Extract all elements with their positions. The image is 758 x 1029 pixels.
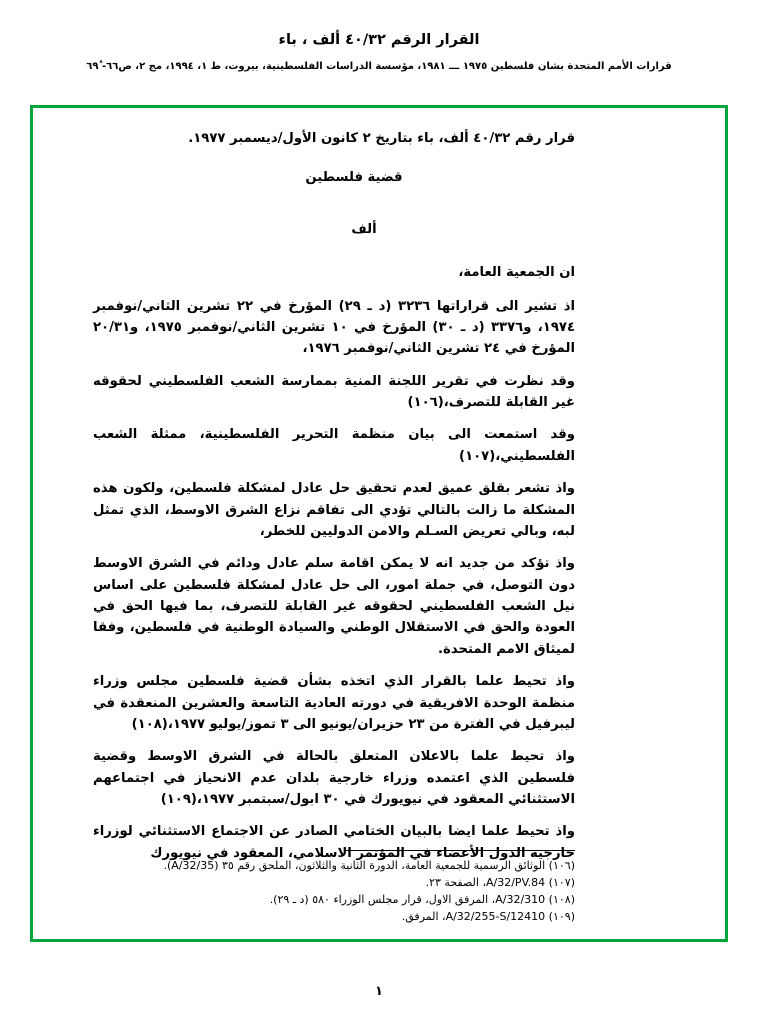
preamble-paragraph-2: وقد نظرت في تقرير اللجنة المنية بممارسة الشعب الفلسطيني لحقوقه غير القابلة للتصرف،(١٠٦) (93, 373, 575, 410)
preamble-paragraph-1: اذ تشير الى قراراتها ٣٢٣٦ (د ـ ٢٩) المؤرخ في ٢٢ تشرين الثاني/نوفمبر ١٩٧٤، و٣٣٧٦ (د ـ ٣٠) المؤرخ في ١٠ تشرين الثاني/نوفمبر ١٩٧٥، و٢٠/٣١ المؤرخ في ٢٤ تشرين الثاني/نوفمبر ١٩٧٦، (93, 298, 575, 357)
part-letter: ألف (351, 221, 377, 237)
document-body (93, 128, 575, 925)
preamble-paragraph-3: وقد استمعت الى بيان منظمة التحرير الفلسطينية، ممثلة الشعب الفلسطيني،(١٠٧) (93, 427, 575, 464)
footnote-divider (345, 850, 575, 851)
preamble-paragraph-8: واذ تحيط علما ايضا بالبيان الختامي الصادر عن الاجتماع الاستثنائي لوزراء خارجية الدول الأعضاء في المؤتمر الاسلامي، المعقود في نيويورك (93, 824, 575, 861)
page-number: ١ (375, 984, 383, 999)
footnote-108: (١٠٨) A/32/310، المرفق الاول، قرار مجلس الوزراء ٥٨٠ (د ـ ٢٩). (269, 892, 575, 906)
preamble-paragraph-6: واذ تحيط علما بالقرار الذي اتخذه بشأن قضية فلسطين مجلس وزراء منظمة الوحدة الافريقية في دورته العادية التاسعة والعشرين المنعقدة في ليبرفيل في الفترة من ٢٣ حزيران/يونيو الى ٣ تموز/يوليو ١٩٧٧،(١٠٨) (93, 674, 575, 732)
source-citation: قرارات الأمم المتحدة بشان فلسطين ١٩٧٥ ـــ ١٩٨١، مؤسسة الدراسات الفلسطينية، بيروت، ط ١، ١٩٩٤، مج ٢، ص٦٦- ٦٩ْ (86, 61, 672, 73)
page-title: القرار الرقم ٤٠/٣٢ ألف ، باء (278, 32, 480, 48)
resolution-title: قضية فلسطين (305, 170, 403, 186)
footnote-107: (١٠٧) A/32/PV.84، الصفحة ٢٣. (425, 875, 575, 889)
preamble-paragraph-4: واذ تشعر بقلق عميق لعدم تحقيق حل عادل لمشكلة فلسطين، ولكون هذه المشكلة ما زالت بالتالي تؤدي الى تفاقم نزاع الشرق الاوسط، الذي تمثل لبه، وبالي تعريض السـلم والامن الدوليين للخطر، (93, 481, 575, 539)
assembly-line: ان الجمعية العامة، (458, 265, 575, 281)
preamble-paragraph-7: واذ تحيط علما بالاعلان المتعلق بالحالة في الشرق الاوسط وقضية فلسطين الذي اعتمده وزراء خارجية بلدان عدم الانحياز في اجتماعهم الاستثنائي المعقود في نيويورك في ٣٠ ابول/سبتمبر ١٩٧٧،(١٠٩) (93, 749, 575, 807)
document-header (0, 0, 758, 74)
footnote-106: (١٠٦) الوثائق الرسمية للجمعية العامة، الدورة الثانية والثلاثون، الملحق رقم ٣٥ (A/32/35). (163, 858, 575, 872)
resolution-reference: قرار رقم ٤٠/٣٢ ألف، باء بتاريخ ٢ كانون الأول/ديسمبر ١٩٧٧. (188, 131, 575, 146)
footnotes-section (93, 850, 575, 925)
footnote-109: (١٠٩) A/32/255-S/12410، المرفق. (401, 909, 575, 923)
content-frame (30, 105, 728, 942)
preamble-paragraph-5: واذ تؤكد من جديد انه لا يمكن اقامة سلم عادل ودائم في الشرق الاوسط دون التوصل، في جملة امور، الى حل عادل لمشكلة فلسطين على اساس نيل الشعب الفلسطيني لحقوقه غير القابلة للتصرف، بما فيها الحق في العودة والحق في الاستقلال الوطني والسيادة الوطنية في فلسطين، وفقا لميثاق الامم المتحدة. (93, 556, 575, 657)
